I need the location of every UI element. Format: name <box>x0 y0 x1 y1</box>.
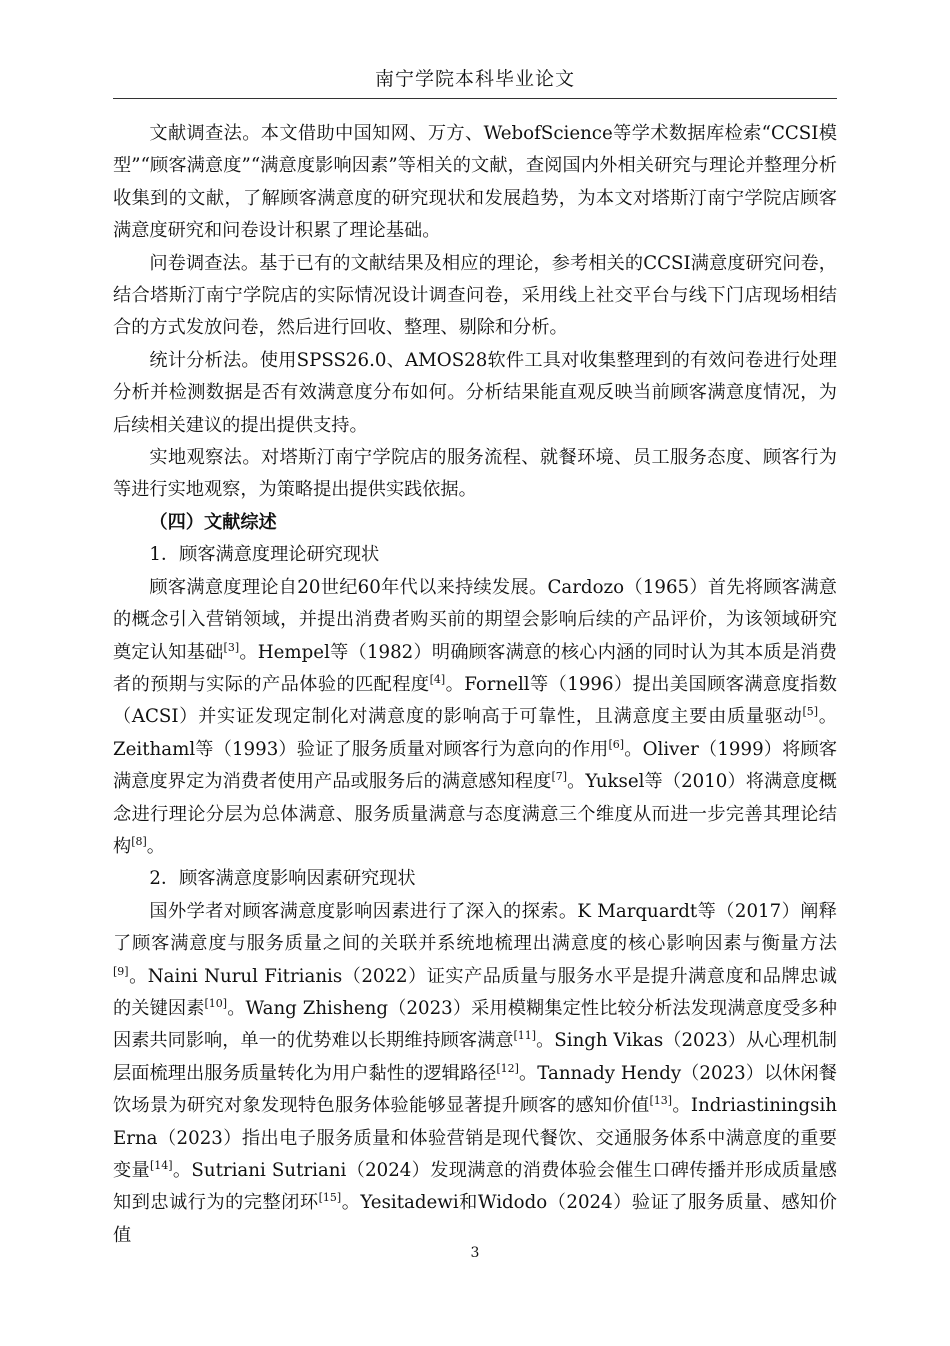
text-segment: 国外学者对顾客满意度影响因素进行了深入的探索。K Marquardt等（2017）阐释了顾客满意度与服务质量之间的关联并系统地梳理出满意度的核心影响因素与衡量方法 <box>113 900 837 955</box>
paragraph-statistical-method: 统计分析法。使用SPSS26.0、AMOS28软件工具对收集整理到的有效问卷进行处理分析并检测数据是否有效满意度分布如何。分析结果能直观反映当前顾客满意度情况，为后续相关建议的提出提供支持。 <box>113 349 837 436</box>
text-segment: 。 <box>146 835 165 857</box>
page-number: 3 <box>470 1245 480 1261</box>
text-segment: 。Singh Vikas（2023）从心理机制层面梳理出服务质量转化为用户黏性的逻辑路径 <box>113 1030 837 1084</box>
paragraph-observation-method: 实地观察法。对塔斯汀南宁学院店的服务流程、就餐环境、员工服务态度、顾客行为等进行实地观察，为策略提出提供实践依据。 <box>113 447 837 501</box>
citation-5: [5] <box>802 705 819 719</box>
header-title: 南宁学院本科毕业论文 <box>374 68 575 90</box>
subsection-heading-factors: 2．顾客满意度影响因素研究现状 <box>149 868 416 890</box>
citation-6: [6] <box>608 737 625 751</box>
text-segment: 。Yesitadewi和Widodo（2024）验证了服务质量、感知价值 <box>113 1192 837 1246</box>
citation-12: [12] <box>496 1061 519 1075</box>
text-segment: 。Tannady Hendy（2023）以休闲餐饮场景为研究对象发现特色服务体验能够显著提升顾客的感知价值 <box>113 1062 837 1117</box>
text-segment: 。Sutriani Sutriani（2024）发现满意的消费体验会催生口碑传播并形成质量感知到忠诚行为的完整闭环 <box>113 1160 837 1214</box>
citation-3: [3] <box>223 640 240 654</box>
text-segment: 。Wang Zhisheng（2023）采用模糊集定性比较分析法发现满意度受多种因素共同影响，单一的优势难以长期维持顾客满意 <box>113 997 837 1052</box>
citation-4: [4] <box>429 672 446 686</box>
text-segment: 。Fornell等（1996）提出美国顾客满意度指数（ACSI）并实证发现定制化对满意度的影响高于可靠性，且满意度主要由质量驱动 <box>113 673 837 728</box>
citation-15: [15] <box>318 1191 342 1205</box>
subsection-heading-theory: 1．顾客满意度理论研究现状 <box>149 544 380 566</box>
text-segment: 。Yuksel等（2010）将满意度概念进行理论分层为总体满意、服务质量满意与态度满意三个维度从而进一步完善其理论结构 <box>113 771 837 857</box>
section-heading-literature-review: （四）文献综述 <box>149 511 277 533</box>
text-segment: 顾客满意度理论自20世纪60年代以来持续发展。Cardozo（1965）首先将顾客满意的概念引入营销领域，并提出消费者购买前的期望会影响后续的产品评价，为该领域研究奠定认知基础 <box>113 576 837 663</box>
page-header <box>113 60 837 99</box>
citation-13: [13] <box>649 1094 673 1108</box>
citation-11: [11] <box>513 1029 537 1043</box>
citation-14: [14] <box>150 1158 173 1172</box>
paragraph-literature-method: 文献调查法。本文借助中国知网、万方、WebofScience等学术数据库检索“CCSI模型”“顾客满意度”“满意度影响因素”等相关的文献，查阅国内外相关研究与理论并整理分析收集到的文献，了解顾客满意度的研究现状和发展趋势，为本文对塔斯汀南宁学院店顾客满意度研究和问卷设计积累了理论基础。 <box>113 123 837 242</box>
paragraph-factors-review <box>113 896 837 1252</box>
text-segment: 。Zeithaml等（1993）验证了服务质量对顾客行为意向的作用 <box>113 706 837 760</box>
document-body <box>113 118 837 1252</box>
paragraph-questionnaire-method: 问卷调查法。基于已有的文献结果及相应的理论，参考相关的CCSI满意度研究问卷，结合塔斯汀南宁学院店的实际情况设计调查问卷，采用线上社交平台与线下门店现场相结合的方式发放问卷，然后进行回收、整理、剔除和分析。 <box>113 252 837 339</box>
text-segment: 。Naini Nurul Fitrianis（2022）证实产品质量与服务水平是提升满意度和品牌忠诚的关键因素 <box>113 965 837 1019</box>
citation-9: [9] <box>113 964 129 978</box>
citation-8: [8] <box>131 834 147 848</box>
citation-10: [10] <box>204 996 228 1010</box>
text-segment: 。Hempel等（1982）明确顾客满意的核心内涵的同时认为其本质是消费者的预期与实际的产品体验的匹配程度 <box>113 641 837 695</box>
paragraph-theory-review <box>113 572 837 864</box>
text-segment: 。Indriastiningsih Erna（2023）指出电子服务质量和体验营销是现代餐饮、交通服务体系中满意度的重要变量 <box>113 1095 837 1181</box>
citation-7: [7] <box>551 770 568 784</box>
text-segment: 。Oliver（1999）将顾客满意度界定为消费者使用产品或服务后的满意感知程度 <box>113 738 838 793</box>
